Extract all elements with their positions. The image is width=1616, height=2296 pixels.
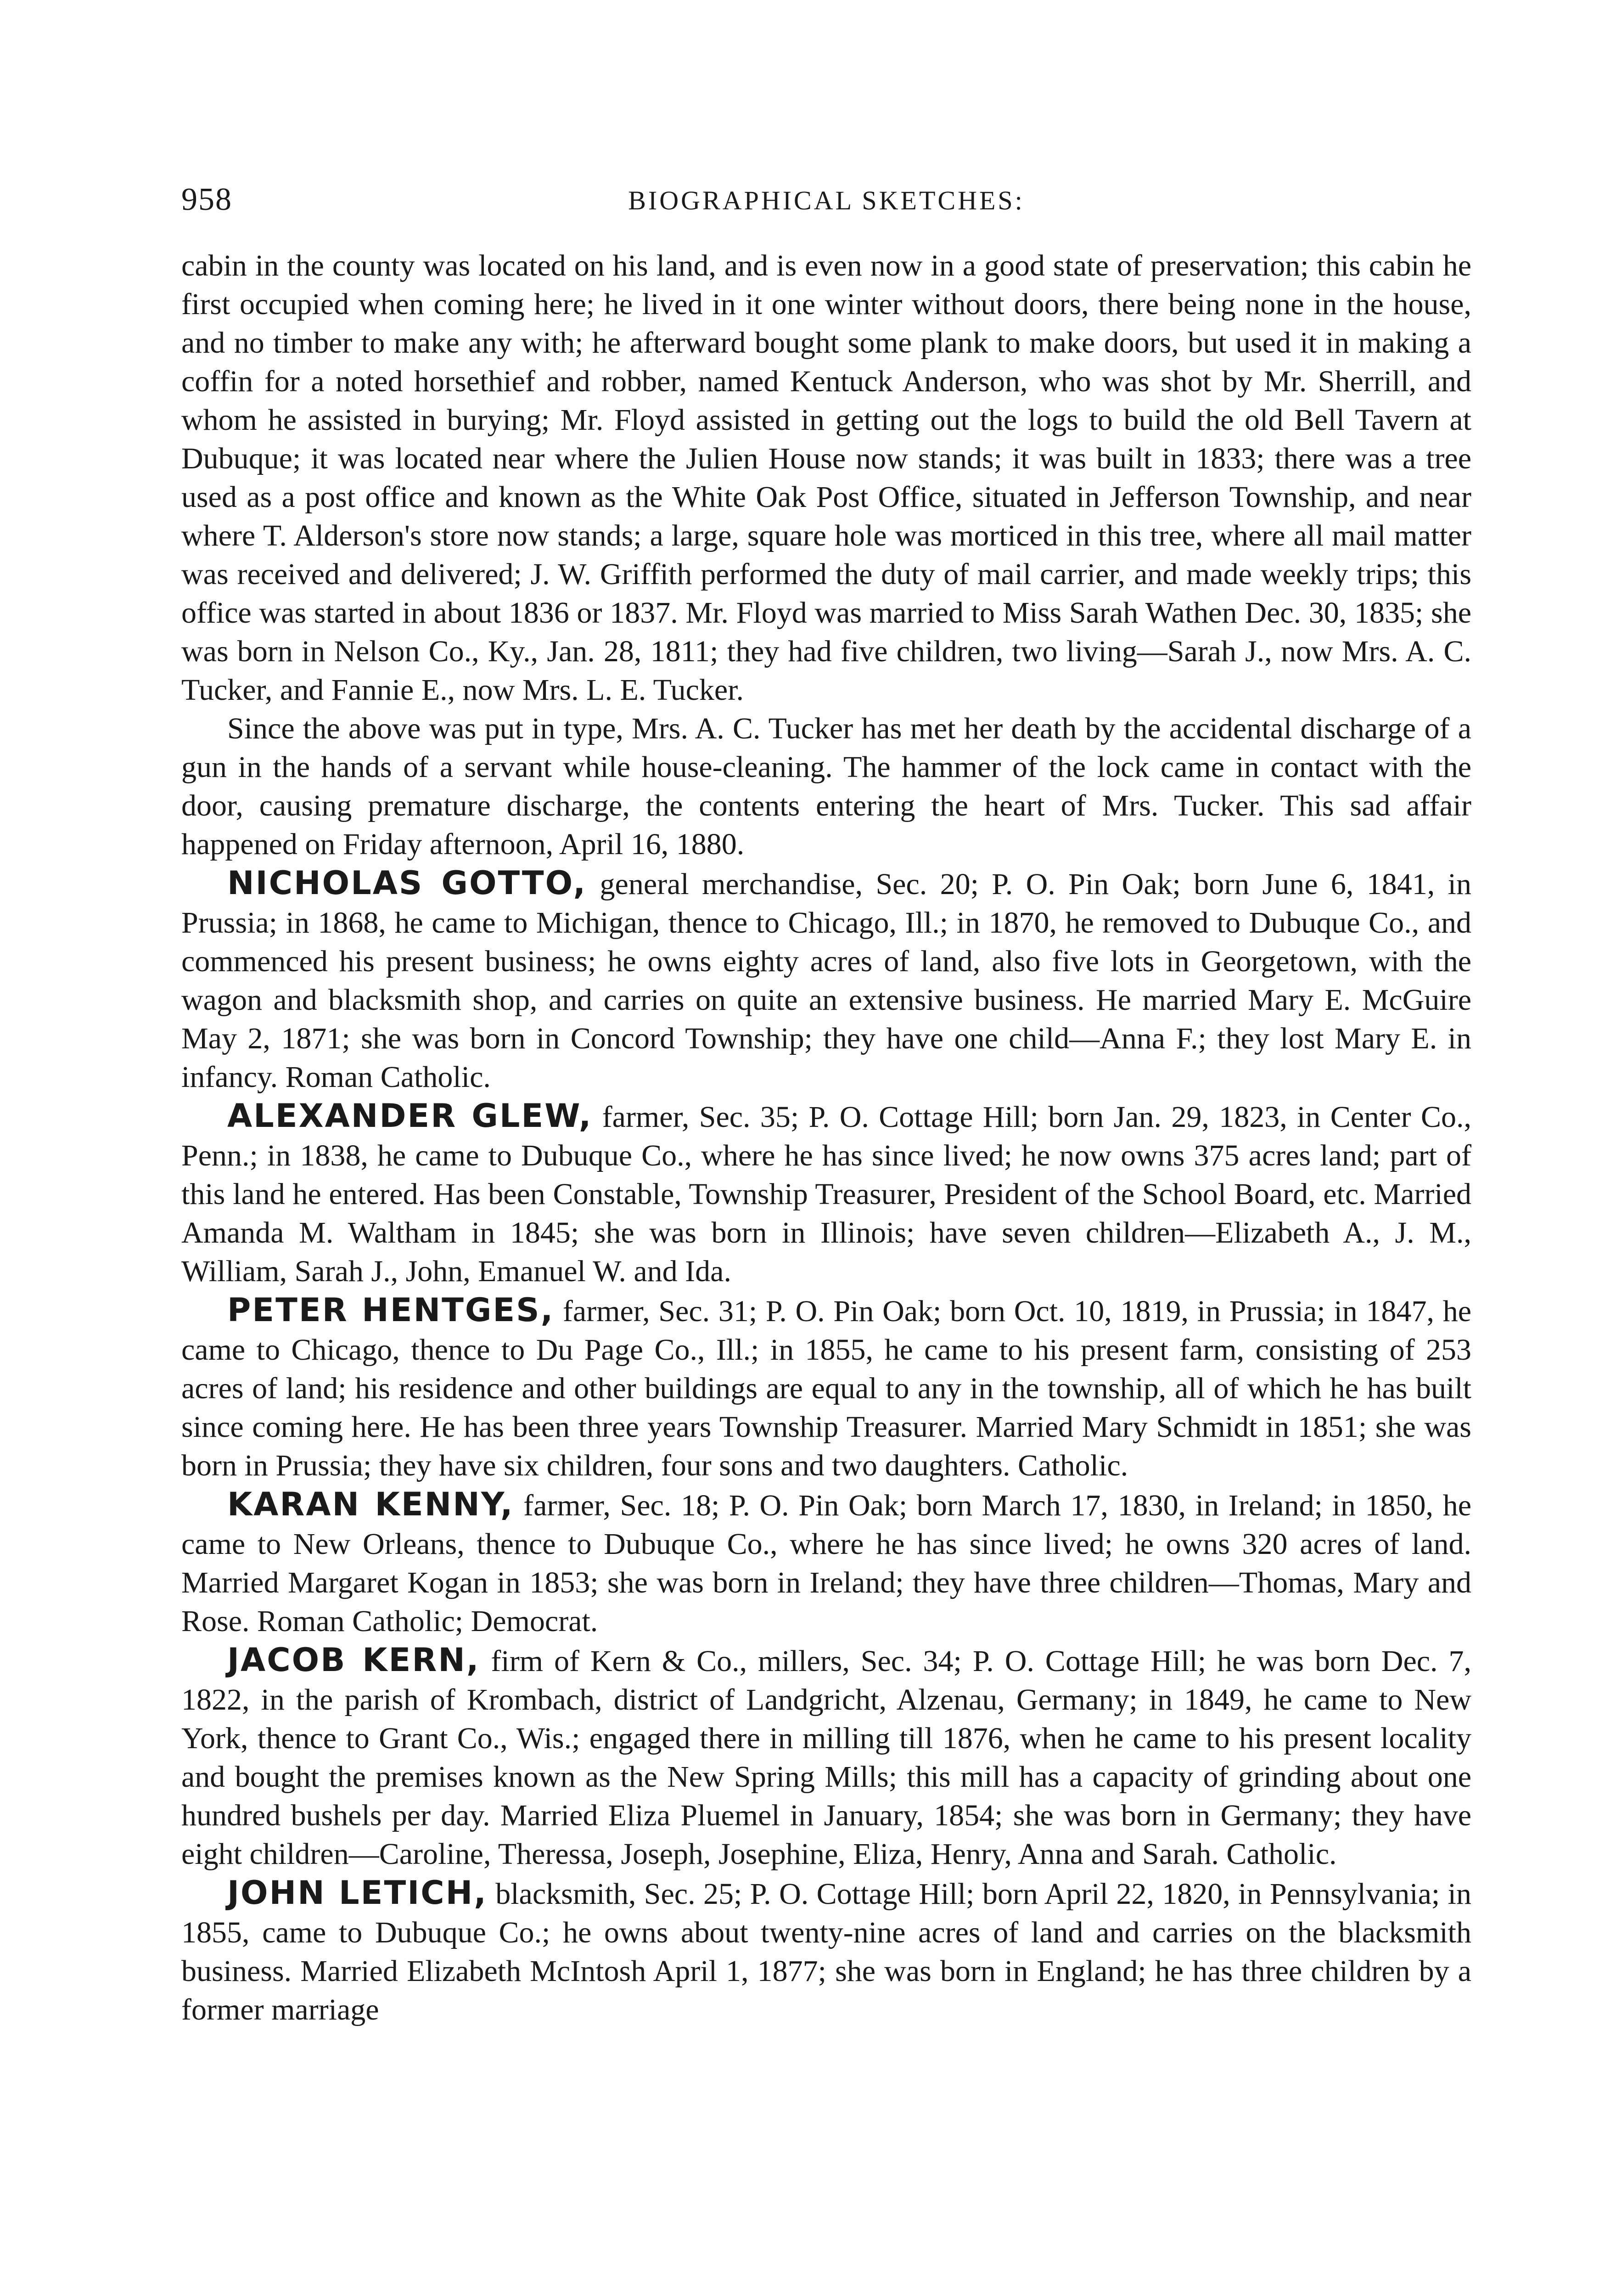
sketch-name: NICHOLAS GOTTO, — [227, 864, 587, 902]
sketch-name: PETER HENTGES, — [227, 1291, 555, 1329]
sketch-name: ALEXANDER GLEW, — [227, 1097, 593, 1135]
sketch-text: firm of Kern & Co., millers, Sec. 34; P. O. Cottage Hill; he was born Dec. 7, 1822, in the parish of Krombach, district of Landgricht, Alzenau, Germany; in 1849, he came to New York, thence to Grant Co., Wis.; engaged there in milling till 1876, when he came to his present locality and bought the premises known as the New Spring Mills; this mill has a capacity of grinding about one hundred bushels per day. Married Eliza Pluemel in January, 1854; she was born in Germany; they have eight children—Caroline, Theressa, Joseph, Josephine, Eliza, Henry, Anna and Sarah. Catholic. — [181, 1644, 1471, 1871]
sketch-name: JOHN LETICH, — [227, 1874, 488, 1912]
paragraph-text: Since the above was put in type, Mrs. A. C. Tucker has met her death by the accidental discharge of a gun in the hands of a servant while house-cleaning. The hammer of the lock came in contact with the door, causing premature discharge, the contents entering the heart of Mrs. Tucker. This sad affair happened on Friday afternoon, April 16, 1880. — [181, 712, 1471, 861]
paragraph-tucker-note — [181, 709, 1471, 864]
paragraph-floyd-continued — [181, 247, 1471, 709]
sketch-nicholas-gotto — [181, 864, 1471, 1097]
sketch-karan-kenny — [181, 1485, 1471, 1641]
sketch-alexander-glew — [181, 1097, 1471, 1291]
sketch-text: blacksmith, Sec. 25; P. O. Cottage Hill; born April 22, 1820, in Pennsylvania; in 1855, came to Dubuque Co.; he owns about twenty-nine acres of land and carries on the blacksmith business. Married Elizabeth McIntosh April 1, 1877; she was born in England; he has three children by a former marriage — [181, 1877, 1471, 2026]
paragraph-text: cabin in the county was located on his land, and is even now in a good state of preservation; this cabin he first occupied when coming here; he lived in it one winter without doors, there being none in the house, and no timber to make any with; he afterward bought some plank to make doors, but used it in making a coffin for a noted horsethief and robber, named Kentuck Anderson, who was shot by Mr. Sherrill, and whom he assisted in burying; Mr. Floyd assisted in getting out the logs to build the old Bell Tavern at Dubuque; it was located near where the Julien House now stands; it was built in 1833; there was a tree used as a post office and known as the White Oak Post Office, situated in Jefferson Township, and near where T. Alderson's store now stands; a large, square hole was morticed in this tree, where all mail matter was received and delivered; J. W. Griffith performed the duty of mail carrier, and made weekly trips; this office was started in about 1836 or 1837. Mr. Floyd was married to Miss Sarah Wathen Dec. 30, 1835; she was born in Nelson Co., Ky., Jan. 28, 1811; they had five children, two living—Sarah J., now Mrs. A. C. Tucker, and Fannie E., now Mrs. L. E. Tucker. — [181, 249, 1471, 707]
sketch-text: general merchandise, Sec. 20; P. O. Pin Oak; born June 6, 1841, in Prussia; in 1868, he came to Michigan, thence to Chicago, Ill.; in 1870, he removed to Dubuque Co., and commenced his present business; he owns eighty acres of land, also five lots in Georgetown, with the wagon and blacksmith shop, and carries on quite an extensive business. He married Mary E. McGuire May 2, 1871; she was born in Concord Township; they have one child—Anna F.; they lost Mary E. in infancy. Roman Catholic. — [181, 867, 1471, 1094]
body-text — [181, 247, 1471, 2029]
running-title: BIOGRAPHICAL SKETCHES: — [628, 186, 1025, 215]
book-page — [181, 181, 1471, 2296]
sketch-text: farmer, Sec. 18; P. O. Pin Oak; born March 17, 1830, in Ireland; in 1850, he came to New Orleans, thence to Dubuque Co., where he has since lived; he owns 320 acres of land. Married Margaret Kogan in 1853; she was born in Ireland; they have three children—Thomas, Mary and Rose. Roman Catholic; Democrat. — [181, 1489, 1471, 1638]
sketch-john-letich — [181, 1874, 1471, 2029]
sketch-text: farmer, Sec. 31; P. O. Pin Oak; born Oct. 10, 1819, in Prussia; in 1847, he came to Chicago, thence to Du Page Co., Ill.; in 1855, he came to his present farm, consisting of 253 acres of land; his residence and other buildings are equal to any in the township, all of which he has built since coming here. He has been three years Township Treasurer. Married Mary Schmidt in 1851; she was born in Prussia; they have six children, four sons and two daughters. Catholic. — [181, 1294, 1471, 1482]
sketch-jacob-kern — [181, 1641, 1471, 1874]
sketch-text: farmer, Sec. 35; P. O. Cottage Hill; born Jan. 29, 1823, in Center Co., Penn.; in 1838, he came to Dubuque Co., where he has since lived; he now owns 375 acres land; part of this land he entered. Has been Constable, Township Treasurer, President of the School Board, etc. Married Amanda M. Waltham in 1845; she was born in Illinois; have seven children—Elizabeth A., J. M., William, Sarah J., John, Emanuel W. and Ida. — [181, 1100, 1472, 1288]
running-head — [181, 181, 1471, 236]
sketch-name: KARAN KENNY, — [227, 1486, 514, 1523]
page-number: 958 — [181, 182, 232, 217]
sketch-name: JACOB KERN, — [227, 1641, 480, 1679]
sketch-peter-hentges — [181, 1291, 1471, 1485]
